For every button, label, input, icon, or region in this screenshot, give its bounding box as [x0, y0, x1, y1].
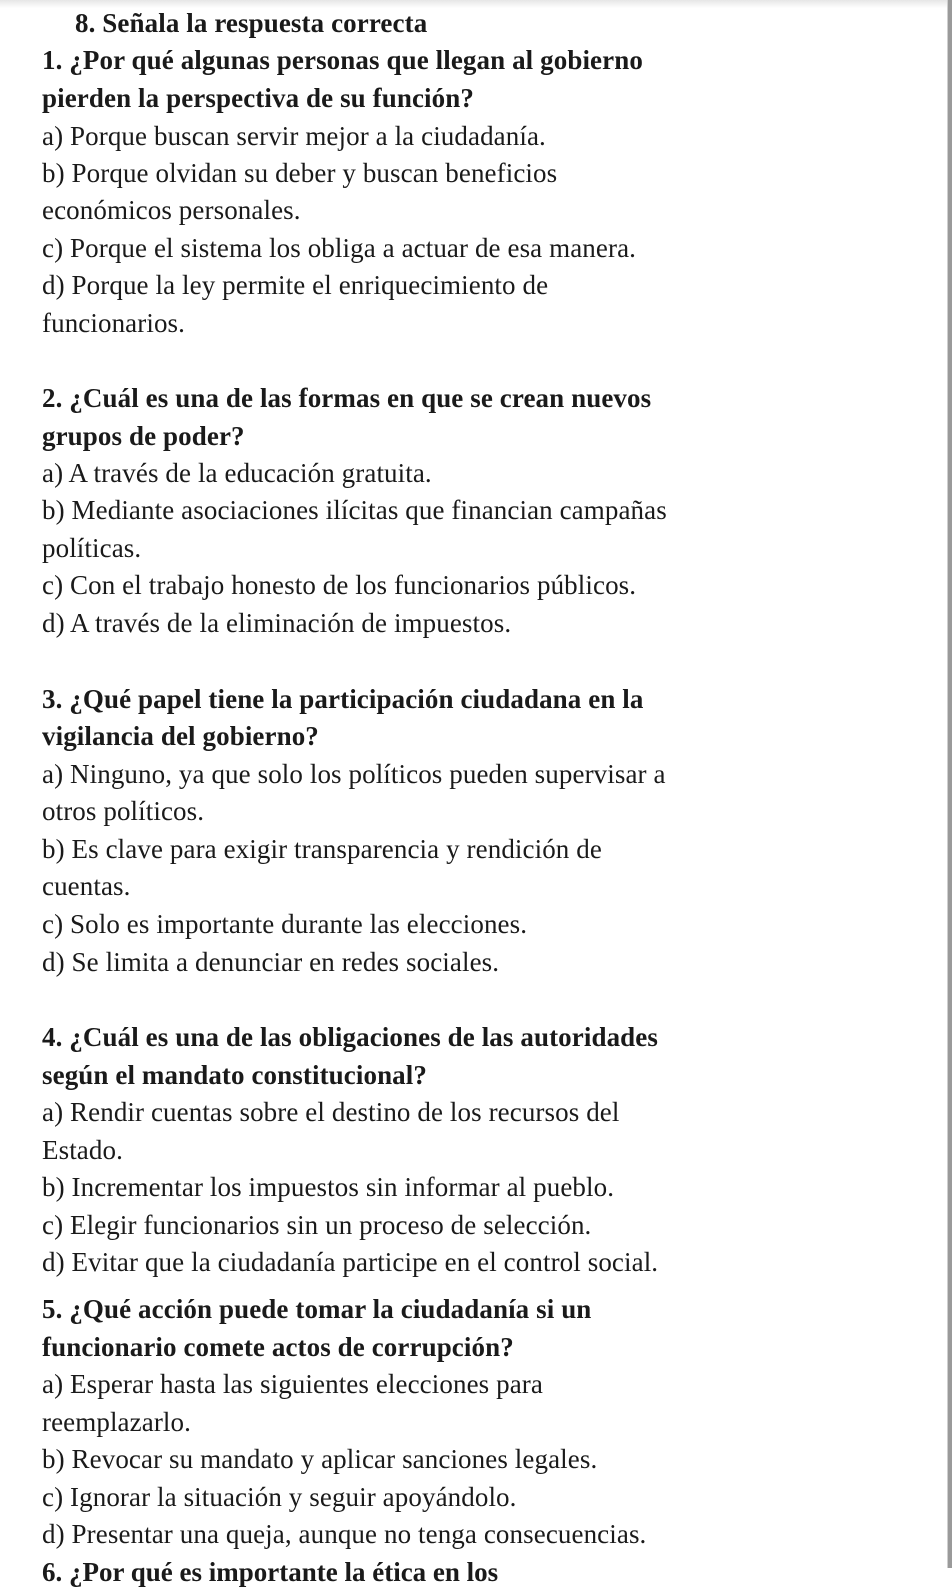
q4-option-c: c) Elegir funcionarios sin un proceso de selección.: [42, 1210, 592, 1240]
q1-option-d-cont: funcionarios.: [42, 308, 186, 338]
q3-option-b: b) Es clave para exigir transparencia y rendición de: [42, 834, 602, 864]
q3-option-d: d) Se limita a denunciar en redes sociales.: [42, 947, 500, 977]
q5-option-c: c) Ignorar la situación y seguir apoyándolo.: [42, 1482, 517, 1512]
q5-option-d: d) Presentar una queja, aunque no tenga consecuencias.: [42, 1519, 647, 1549]
q1-option-b-cont: económicos personales.: [42, 195, 301, 225]
question-3-line-2: vigilancia del gobierno?: [42, 721, 319, 751]
question-2-line-1: 2. ¿Cuál es una de las formas en que se crean nuevos: [42, 383, 652, 413]
question-1-line-1: 1. ¿Por qué algunas personas que llegan al gobierno: [42, 45, 643, 75]
q2-option-b-cont: políticas.: [42, 533, 142, 563]
q5-option-a: a) Esperar hasta las siguientes elecciones para: [42, 1369, 543, 1399]
q1-option-d: d) Porque la ley permite el enriquecimiento de: [42, 270, 549, 300]
q5-option-a-cont: reemplazarlo.: [42, 1407, 191, 1437]
q4-option-a: a) Rendir cuentas sobre el destino de los recursos del: [42, 1097, 620, 1127]
question-4-line-2: según el mandato constitucional?: [42, 1060, 427, 1090]
question-5-line-2: funcionario comete actos de corrupción?: [42, 1332, 514, 1362]
q2-option-a: a) A través de la educación gratuita.: [42, 458, 432, 488]
question-3-line-1: 3. ¿Qué papel tiene la participación ciudadana en la: [42, 684, 644, 714]
q3-option-c: c) Solo es importante durante las elecciones.: [42, 909, 528, 939]
q1-option-b: b) Porque olvidan su deber y buscan beneficios: [42, 158, 558, 188]
q2-option-d: d) A través de la eliminación de impuestos.: [42, 608, 512, 638]
q2-option-c: c) Con el trabajo honesto de los funcionarios públicos.: [42, 570, 637, 600]
q3-option-a: a) Ninguno, ya que solo los políticos pueden supervisar a: [42, 759, 666, 789]
question-5-line-1: 5. ¿Qué acción puede tomar la ciudadanía si un: [42, 1294, 592, 1324]
q4-option-a-cont: Estado.: [42, 1135, 123, 1165]
section-header: 8. Señala la respuesta correcta: [75, 8, 428, 38]
q5-option-b: b) Revocar su mandato y aplicar sanciones legales.: [42, 1444, 598, 1474]
q1-option-a: a) Porque buscan servir mejor a la ciudadanía.: [42, 121, 546, 151]
scrollbar-edge[interactable]: [947, 0, 952, 1568]
q3-option-a-cont: otros políticos.: [42, 796, 205, 826]
q4-option-d: d) Evitar que la ciudadanía participe en el control social.: [42, 1247, 659, 1277]
question-4-line-1: 4. ¿Cuál es una de las obligaciones de las autoridades: [42, 1022, 658, 1052]
q2-option-b: b) Mediante asociaciones ilícitas que financian campañas: [42, 495, 667, 525]
question-1-line-2: pierden la perspectiva de su función?: [42, 83, 474, 113]
next-question-cutoff: 6. ¿Por qué es importante la ética en los: [42, 1557, 499, 1587]
q1-option-c: c) Porque el sistema los obliga a actuar de esa manera.: [42, 233, 637, 263]
q4-option-b: b) Incrementar los impuestos sin informar al pueblo.: [42, 1172, 615, 1202]
question-2-line-2: grupos de poder?: [42, 421, 245, 451]
q3-option-b-cont: cuentas.: [42, 871, 131, 901]
